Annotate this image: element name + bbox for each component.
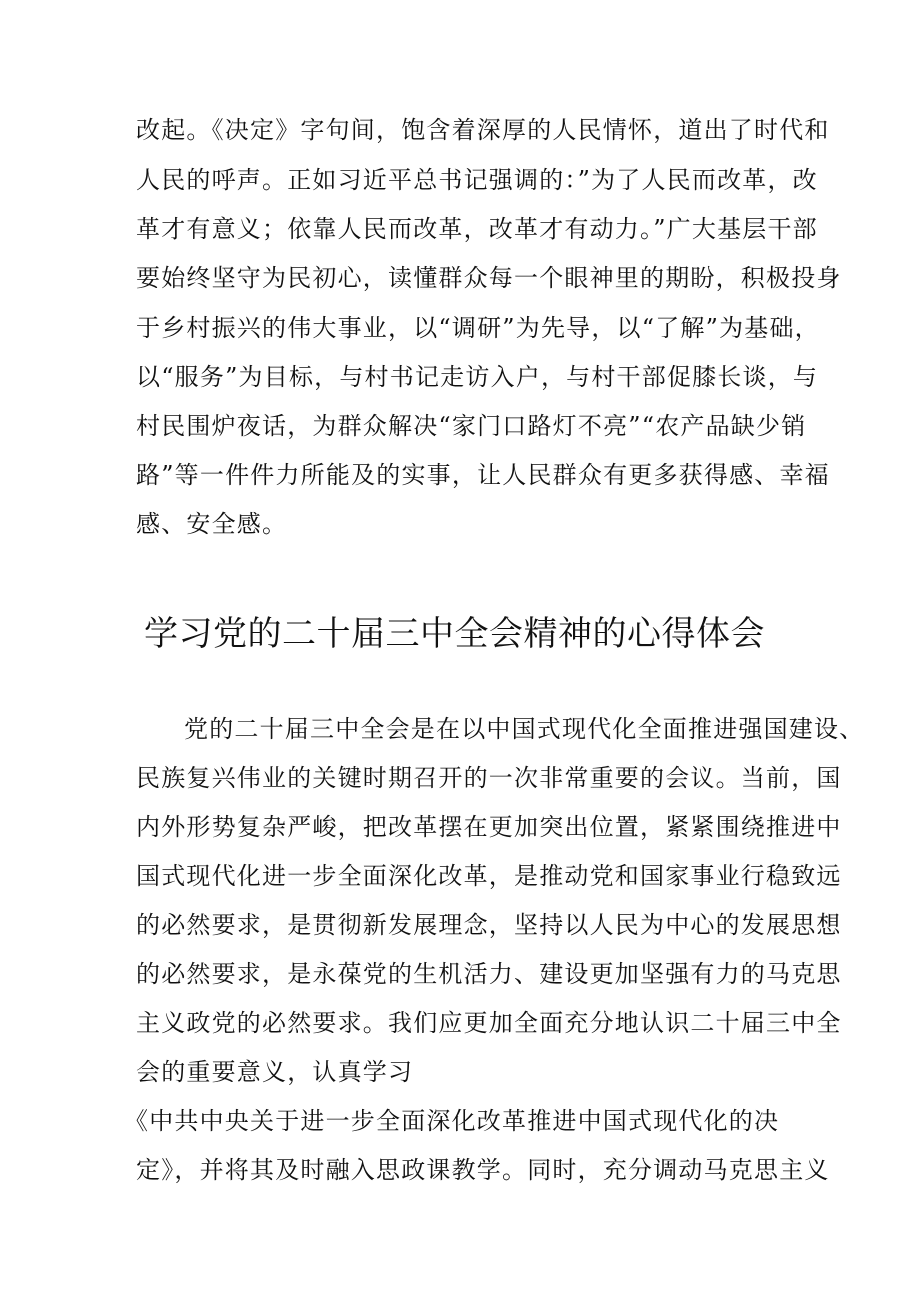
text-line: 感、安全感。 [136, 510, 288, 538]
text-line: 党的二十届三中全会是在以中国式现代化全面推进强国建设、 [184, 715, 865, 743]
text-line: 村民围炉夜话，为群众解决“家门口路灯不亮”“农产品缺少销 [136, 412, 807, 440]
text-line: 人民的呼声。正如习近平总书记强调的：”为了人民而改革，改 [136, 166, 818, 194]
text-line: 定》，并将其及时融入思政课教学。同时，充分调动马克思主义 [136, 1156, 830, 1184]
text-line: 主义政党的必然要求。我们应更加全面充分地认识二十届三中全 [136, 1009, 842, 1037]
text-line: 改起。《决定》字句间，饱含着深厚的人民情怀，道出了时代和 [136, 116, 830, 144]
text-line: 路”等一件件力所能及的实事，让人民群众有更多获得感、幸福 [136, 461, 830, 489]
text-line: 的必然要求，是贯彻新发展理念，坚持以人民为中心的发展思想 [136, 911, 842, 939]
text-line: 要始终坚守为民初心，读懂群众每一个眼神里的期盼，积极投身 [136, 264, 842, 292]
text-line: 革才有意义；依靠人民而改革，改革才有动力。”广大基层干部 [136, 215, 818, 243]
text-line: 会的重要意义，认真学习 [136, 1058, 414, 1086]
section-heading: 学习党的二十届三中全会精神的心得体会 [144, 614, 765, 654]
text-line: 国式现代化进一步全面深化改革，是推动党和国家事业行稳致远 [136, 862, 842, 890]
text-line: 民族复兴伟业的关键时期召开的一次非常重要的会议。当前，国 [136, 764, 842, 792]
text-line: 以“服务”为目标，与村书记走访入户，与村干部促膝长谈，与 [136, 363, 819, 391]
text-line: 于乡村振兴的伟大事业，以“调研”为先导，以“了解”为基础， [136, 314, 820, 342]
text-line: 内外形势复杂严峻，把改革摆在更加突出位置，紧紧围绕推进中 [136, 813, 842, 841]
text-line: 《中共中央关于进一步全面深化改革推进中国式现代化的决 [124, 1107, 780, 1135]
text-line: 的必然要求，是永葆党的生机活力、建设更加坚强有力的马克思 [136, 960, 842, 988]
